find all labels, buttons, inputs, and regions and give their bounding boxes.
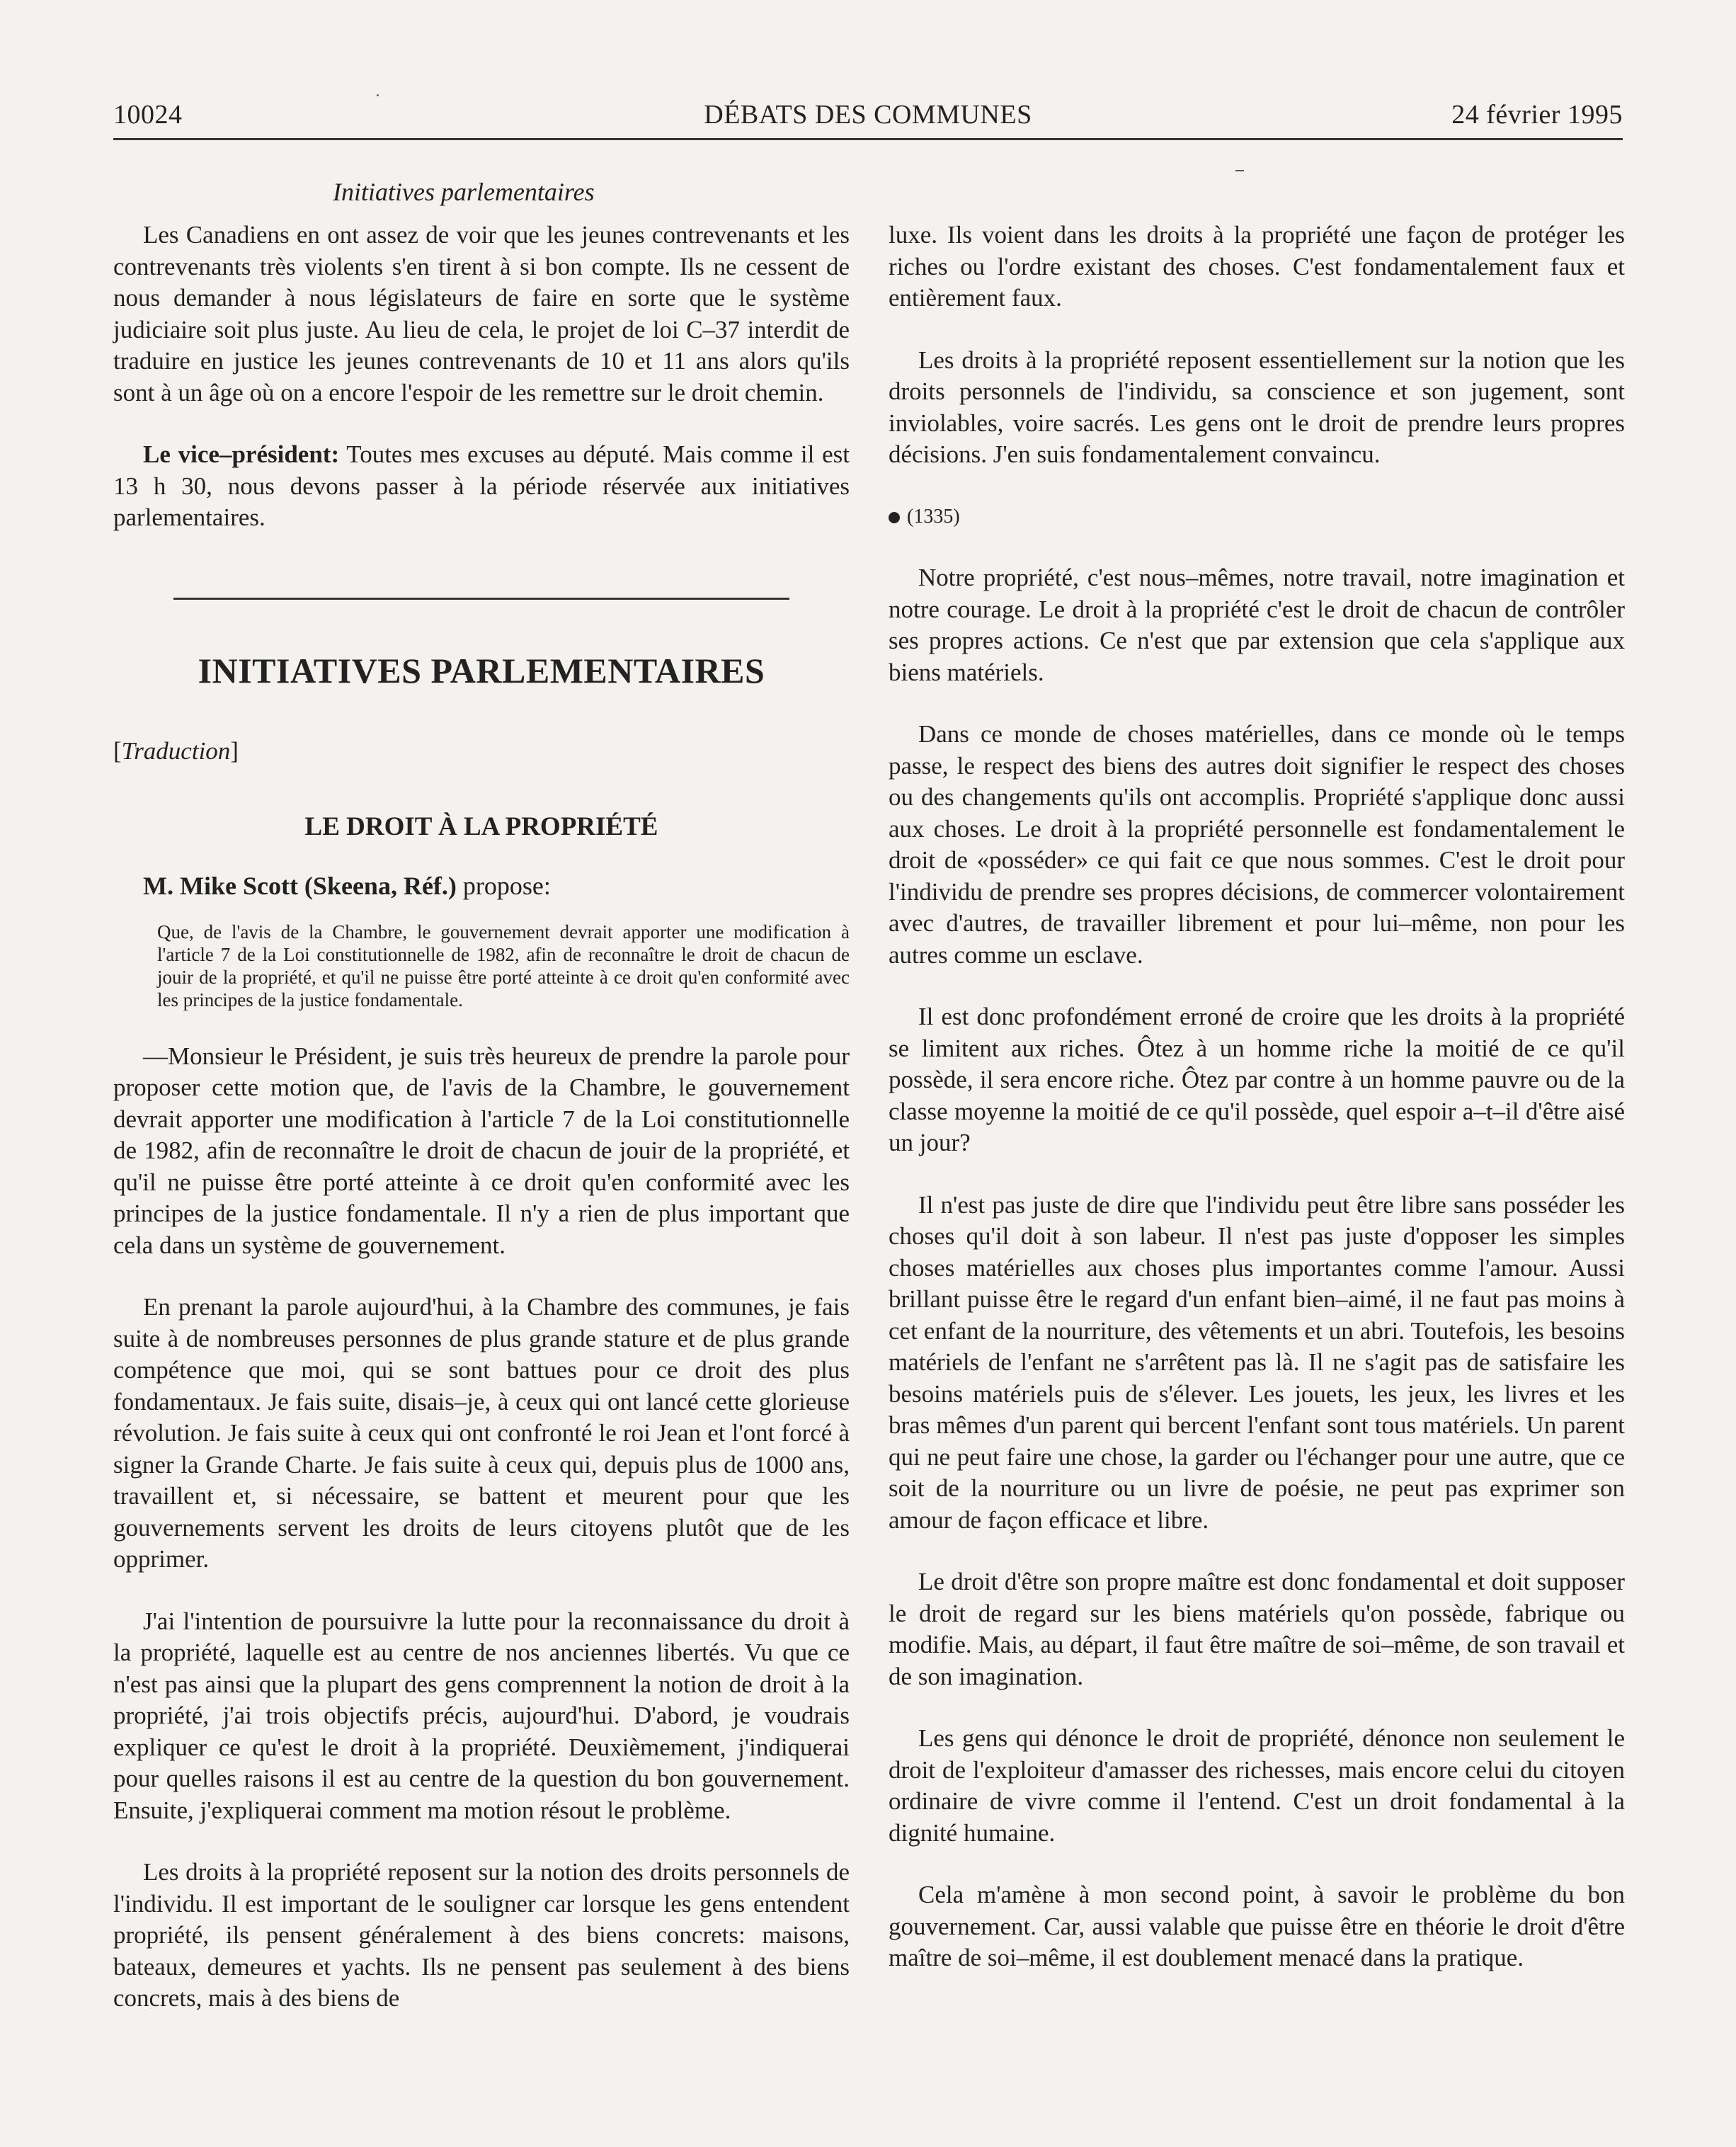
right-column (889, 220, 1625, 2005)
page-header (113, 99, 1623, 142)
left-column (113, 220, 850, 2045)
paragraph: Il n'est pas juste de dire que l'individu peut être libre sans posséder les choses qu'il doit à son labeur. Il n'est pas juste d'opposer les simples choses matérielles aux choses plus importantes comme l'amour. Aussi brillant puisse être le regard d'un enfant bien–aimé, il ne faut pas moins à cet enfant de la nourriture, des vêtements et un abri. Toutefois, les besoins matériels de l'enfant ne s'arrêtent pas là. Il ne s'agit pas de satisfaire les besoins matériels puis de s'élever. Les jouets, les jeux, les livres et les bras mêmes d'un parent qui bercent l'enfant sont tous matériels. Un parent qui ne peut faire une chose, la garder ou l'échanger pour une autre, que ce soit de la nourriture ou un livre de poésie, ne peut pas exprimer son amour de façon efficace et libre. (889, 1190, 1625, 1534)
paragraph: Notre propriété, c'est nous–mêmes, notre travail, notre imagination et notre courage. Le droit à la propriété c'est le droit de chacun de contrôler ses propres actions. Ce n'est que par extension que cela s'applique aux biens matériels. (889, 564, 1625, 686)
paragraph: J'ai l'intention de poursuivre la lutte pour la reconnaissance du droit à la propriété, laquelle est au centre de nos anciennes libertés. Vu que ce n'est pas ainsi que la plupart des gens comprennent la notion de droit à la propriété, j'ai trois objectifs précis, aujourd'hui. D'abord, je voudrais expliquer ce qu'est le droit à la propriété. Deuxièmement, j'indiquerai pour quelles raisons il est au centre de la question du bon gouvernement. Ensuite, j'expliquerai comment ma motion résout le problème. (113, 1607, 850, 1824)
speaker-name: Le vice–président: (143, 440, 340, 468)
page-number: 10024 (113, 100, 183, 130)
proposer-name: M. Mike Scott (Skeena, Réf.) (143, 872, 457, 900)
paragraph: luxe. Ils voient dans les droits à la propriété une façon de protéger les riches ou l'ordre existant des choses. C'est fondamentalement faux et entièrement faux. (889, 221, 1625, 312)
motion-text: Que, de l'avis de la Chambre, le gouvernement devrait apporter une modification à l'article 7 de la Loi constitutionnelle de 1982, afin de reconnaître le droit de chacun de jouir de la propriété, et qu'il ne puisse être porté atteinte à ce droit qu'en conformité avec les principes de la justice fondamentale. (157, 921, 850, 1010)
paragraph (113, 439, 850, 534)
paragraph: Les droits à la propriété reposent sur la notion des droits personnels de l'individu. Il est important de le souligner car lorsque les gens entendent propriété, ils pensent généralement à des biens concrets: maisons, bateaux, demeures et yachts. Ils ne pensent pas seulement à des biens concrets, mais à des biens de (113, 1858, 850, 2012)
section-divider (173, 598, 789, 600)
translation-tag: [Traduction] (113, 736, 239, 765)
paragraph: —Monsieur le Président, je suis très heureux de prendre la parole pour proposer cette motion que, de l'avis de la Chambre, le gouvernement devrait apporter une modification à l'article 7 de la Loi constitutionnelle de 1982, afin de reconnaître le droit de chacun de jouir de la propriété, et qu'il ne puisse être porté atteinte à ce droit qu'en conformité avec les principes de la justice fondamentale. Il n'y a rien de plus important que cela dans un système de gouvernement. (113, 1042, 850, 1259)
translation-tag-text: Traduction (121, 736, 231, 765)
bullet-icon (889, 512, 900, 523)
time-marker-text: (1335) (907, 505, 960, 528)
section-title: INITIATIVES PARLEMENTAIRES (198, 650, 765, 690)
publication-date: 24 février 1995 (1451, 100, 1623, 130)
scan-speck (377, 94, 379, 96)
paragraph: Il est donc profondément erroné de croire que les droits à la propriété se limitent aux riches. Ôtez à un homme riche la moitié de ce qu'il possède, il sera encore riche. Ôtez par contre à un homme pauvre ou de la classe moyenne la moitié de ce qu'il possède, quel espoir a–t–il d'être aisé un jour? (889, 1003, 1625, 1156)
proposer-verb: propose: (456, 872, 551, 900)
paragraph: Les Canadiens en ont assez de voir que les jeunes contrevenants et les contrevenants très violents s'en tirent à si bon compte. Ils ne cessent de nous demander à nous législateurs de faire en sorte que le système judiciaire soit plus juste. Au lieu de cela, le projet de loi C–37 interdit de traduire en justice les jeunes contrevenants de 10 et 11 ans alors qu'ils sont à un âge où on a encore l'espoir de les remettre sur le droit chemin. (113, 221, 850, 406)
subsection-title: LE DROIT À LA PROPRIÉTÉ (304, 812, 658, 841)
paragraph: Le droit d'être son propre maître est donc fondamental et doit supposer le droit de regard sur les biens matériels qu'on possède, fabrique ou modifie. Mais, au départ, il faut être maître de soi–même, de son travail et de son imagination. (889, 1568, 1625, 1690)
time-marker (889, 501, 1625, 533)
publication-title: DÉBATS DES COMMUNES (704, 100, 1032, 130)
paragraph: Cela m'amène à mon second point, à savoir le problème du bon gouvernement. Car, aussi valable que puisse être en théorie le droit d'être maître de soi–même, il est doublement menacé dans la pratique. (889, 1881, 1625, 1971)
paragraph: Les gens qui dénonce le droit de propriété, dénonce non seulement le droit de l'exploiteur d'amasser des richesses, mais encore celui du citoyen ordinaire de vivre comme il l'entend. C'est un droit fondamental à la dignité humaine. (889, 1724, 1625, 1847)
header-rule (113, 138, 1623, 140)
motion-proposer (113, 870, 850, 902)
paragraph: En prenant la parole aujourd'hui, à la Chambre des communes, je fais suite à de nombreuses personnes de plus grande stature et de plus grande compétence que moi, qui se sont battues pour ce droit des plus fondamentaux. Je fais suite, disais–je, à ceux qui ont lancé cette glorieuse révolution. Je fais suite à ceux qui ont confronté le roi Jean et l'ont forcé à signer la Grande Charte. Je fais suite à ceux qui, depuis plus de 1000 ans, travaillent et, si nécessaire, se battent et meurent pour que les gouvernements servent les droits de leurs citoyens plutôt que de les opprimer. (113, 1293, 850, 1573)
paragraph: Dans ce monde de choses matérielles, dans ce monde où le temps passe, le respect des biens des autres doit signifier le respect des choses ou des changements qu'ils ont accomplis. Propriété s'applique donc aussi aux choses. Le droit à la propriété personnelle est fondamentalement le droit de «posséder» ce qui fait ce que nous sommes. C'est le droit pour l'individu de prendre ses propres décisions, de commercer volontairement avec d'autres, de travailler librement et pour lui–même, non pour les autres comme un esclave. (889, 720, 1625, 969)
speech-text: Toutes mes excuses au député. Mais comme il est 13 h 30, nous devons passer à la période réservée aux initiatives parlementaires. (113, 440, 850, 531)
running-head: Initiatives parlementaires (333, 178, 595, 206)
paragraph: Les droits à la propriété reposent essentiellement sur la notion que les droits personnels de l'individu, sa conscience et son jugement, sont inviolables, voire sacrés. Les gens ont le droit de prendre leurs propres décisions. J'en suis fondamentalement convaincu. (889, 346, 1625, 468)
margin-mark (1235, 170, 1244, 171)
